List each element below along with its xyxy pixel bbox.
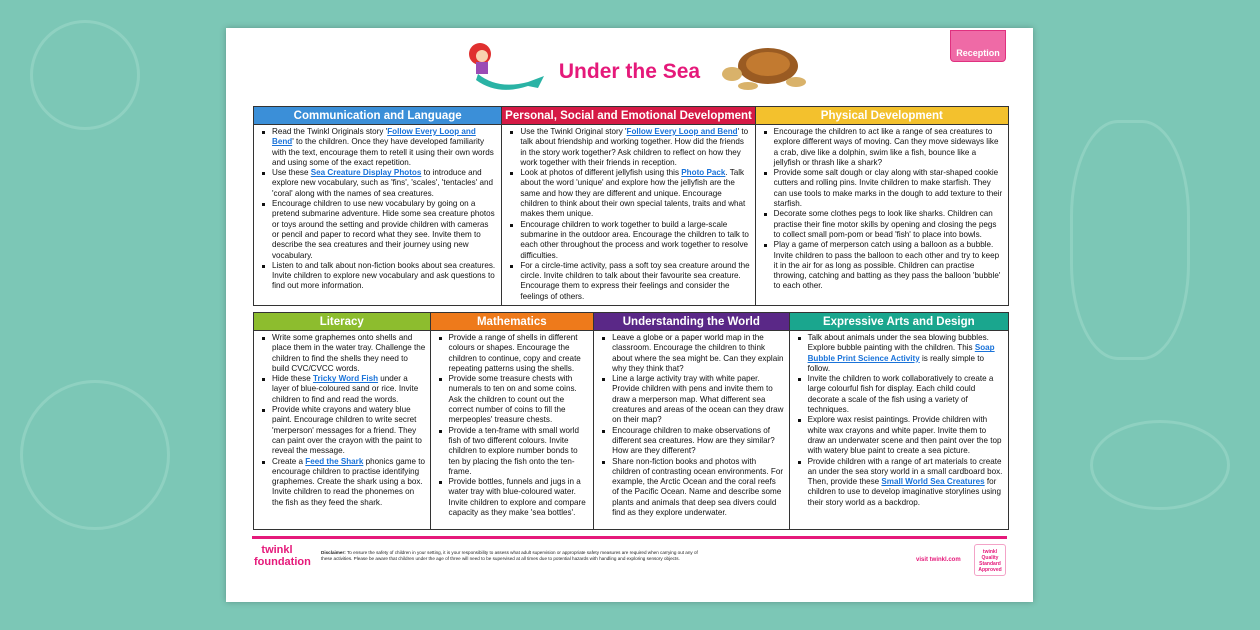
section-header: Personal, Social and Emotional Development — [502, 107, 754, 125]
section-physical — [756, 107, 1008, 305]
section-header: Literacy — [254, 313, 430, 331]
activity-text: Provide children with a range of art materials to create an under the sea story world in a small cardboard box. Then, provide these — [807, 456, 1003, 487]
activity-item — [260, 168, 497, 199]
section-communication — [254, 107, 502, 305]
activity-item — [762, 168, 1004, 209]
activity-text: Read the Twinkl Originals story ' — [272, 127, 388, 136]
twinkl-foundation-logo: twinkl foundation — [254, 544, 311, 568]
activity-item — [762, 127, 1004, 168]
activity-text: Use these — [272, 168, 311, 178]
activity-item — [600, 457, 784, 519]
activity-item — [437, 477, 590, 518]
seahorse-decoration — [1070, 120, 1190, 360]
activity-list — [431, 331, 594, 518]
activity-item — [260, 405, 426, 456]
activity-text: Encourage children to work together to build a large-scale submarine in the outdoor area. Encourage the children to talk to each other throughout the process and work together to resolve difficulties. — [520, 219, 749, 260]
activity-text: Use the Twinkl Original story ' — [520, 127, 627, 136]
top-row — [253, 106, 1009, 306]
disclaimer — [321, 550, 701, 562]
activity-text: Provide a ten-frame with small world fish of two different colours. Invite children to explore number bonds to ten by placing the fish onto the ten-frame. — [448, 425, 579, 476]
activity-item — [796, 374, 1004, 415]
activity-item — [600, 426, 784, 457]
activity-text: Decorate some clothes pegs to look like sharks. Children can practise their fine motor skills by opening and closing the pegs to collect small pom-pom or bead 'fish' to place into bowls. — [773, 209, 997, 239]
activity-text: ' to the children. Once they have developed familiarity with the text, encourage them to retell it using their own words and using some of the exact repetition. — [272, 137, 494, 167]
section-header: Mathematics — [431, 313, 594, 331]
resource-link[interactable]: Follow Every Loop and Bend — [626, 127, 738, 136]
activity-text: Encourage children to make observations of different sea creatures. How are they similar? How are they different? — [612, 425, 775, 456]
activity-text: Look at photos of different jellyfish using this — [520, 168, 682, 178]
activity-item — [508, 261, 750, 302]
activity-item — [508, 168, 750, 219]
activity-item — [508, 220, 750, 261]
resource-link[interactable]: Sea Creature Display Photos — [310, 168, 422, 178]
section-header: Understanding the World — [594, 313, 788, 331]
activity-text: is really simple to follow. — [807, 353, 985, 373]
bottom-row — [253, 312, 1009, 530]
quality-standard-badge: twinkl Quality Standard Approved — [974, 544, 1006, 576]
section-arts — [790, 313, 1008, 529]
activity-item — [508, 127, 750, 168]
activity-item — [600, 333, 784, 374]
activity-item — [762, 209, 1004, 240]
activity-item — [762, 240, 1004, 291]
activity-text: Explore wax resist paintings. Provide children with white wax crayons and white paper. Invite them to draw an underwater scene and then paint over the top with watery blue paint to create a sea picture. — [807, 415, 1002, 456]
activity-text: for children to use to develop imaginative storylines using their story world as a backdrop. — [807, 477, 1002, 507]
activity-text: phonics game to encourage children to practise identifying graphemes. Create the shark using a box. Invite children to read the phonemes on the fish as they feed the shark. — [272, 456, 425, 507]
disclaimer-label: Disclaimer: — [321, 550, 346, 555]
activity-text: Provide some salt dough or clay along with star-shaped cookie cutters and rolling pins. Invite children to make starfish. They can use tools to make marks in the dough to add texture to their starfish. — [773, 168, 1003, 209]
activity-item — [437, 374, 590, 425]
activity-item — [260, 261, 497, 292]
activity-item — [600, 374, 784, 425]
activity-text: Share non-fiction books and photos with children of contrasting ocean environments. For example, the Arctic Ocean and the coral reefs of the Pacific Ocean. Name and describe some plants and animals that deep sea divers could find as they explore underwater. — [612, 456, 784, 518]
section-header: Communication and Language — [254, 107, 501, 125]
disclaimer-text: To ensure the safety of children in your setting, it is your responsibility to assess what adult supervision or appropriate safety measures are required when carrying out any of these activities. Please be aware that children under the age of three will need to be supervised at all times due to potential hazards with handling and exploring sensory objects. — [321, 550, 698, 561]
activity-text: Talk about animals under the sea blowing bubbles. Explore bubble painting with the children. This — [807, 333, 989, 353]
activity-item — [796, 415, 1004, 456]
reception-badge: Reception — [950, 30, 1006, 62]
activity-item — [260, 457, 426, 508]
activity-text: Encourage the children to act like a range of sea creatures to explore different ways of moving. Can they move sideways like a crab, dive like a dolphin, swim like a fish, bounce like a jellyfish or thrash like a shark? — [773, 127, 999, 167]
activity-list — [756, 125, 1008, 292]
activity-text: Line a large activity tray with white paper. Provide children with pens and invite them to draw a merperson map. What different sea creatures and areas of the ocean can they draw on their map? — [612, 374, 784, 425]
section-psed — [502, 107, 755, 305]
activity-text: to introduce and explore new vocabulary, such as 'fins', 'scales', 'tentacles' and 'coral' along with the names of sea creatures. — [272, 168, 494, 198]
activity-item — [260, 374, 426, 405]
section-header: Expressive Arts and Design — [790, 313, 1008, 331]
activity-text: Leave a globe or a paper world map in the classroom. Encourage the children to think about where the sea might be. Can they explain why they think that? — [612, 333, 784, 373]
section-header: Physical Development — [756, 107, 1008, 125]
resource-link[interactable]: Small World Sea Creatures — [881, 477, 985, 487]
resource-link[interactable]: Photo Pack — [681, 168, 726, 178]
activity-text: Write some graphemes onto shells and place them in the water tray. Challenge the children to find the shells they need to build CVC/CVCC words. — [272, 333, 426, 373]
activity-text: . Talk about the word 'unique' and explore how the jellyfish are the same and how they are different and unique. Encourage children to think about their own special talents, traits and what makes them unique. — [520, 168, 746, 219]
activity-text: Provide some treasure chests with numerals to ten on and some coins. Ask the children to count out the correct number of coins to fill the merpeoples' treasure chests. — [448, 374, 577, 425]
turtle-illustration — [718, 42, 814, 92]
activity-text: Play a game of merperson catch using a balloon as a bubble. Invite children to pass the balloon to each other and try to keep it in the air for as long as possible. Children can practise throwing, catching and batting as they pass the balloon 'bubble' to each other. — [773, 240, 1001, 291]
activity-list — [254, 125, 501, 292]
activity-text: under a layer of blue-coloured sand or rice. Invite children to find and read the words. — [272, 374, 419, 404]
resource-link[interactable]: Soap Bubble Print Science Activity — [807, 343, 995, 363]
activity-text: Listen to and talk about non-fiction books about sea creatures. Invite children to explore new vocabulary and ask questions to find out more information. — [272, 260, 496, 291]
section-literacy — [254, 313, 431, 529]
activity-text: Hide these — [272, 374, 313, 384]
starfish-decoration — [30, 20, 140, 130]
activity-sheet — [226, 28, 1033, 602]
activity-list — [254, 331, 430, 508]
resource-link[interactable]: Follow Every Loop and Bend — [272, 127, 476, 147]
activity-list — [502, 125, 754, 302]
section-maths — [431, 313, 595, 529]
activity-item — [437, 333, 590, 374]
activity-text: Invite the children to work collaboratively to create a large colourful fish for display. Each child could decorate a scale of the fish using a variety of techniques. — [807, 374, 994, 415]
activity-text: Provide white crayons and watery blue paint. Encourage children to write secret 'merperson' messages for a friend. They can paint over the crayon with the paint to reveal the message. — [272, 405, 422, 456]
activity-item — [796, 457, 1004, 508]
activity-text: Create a — [272, 456, 306, 466]
section-world — [594, 313, 789, 529]
activity-text: Provide a range of shells in different colours or shapes. Encourage the children to continue, copy and create repeating patterns using the shells. — [448, 333, 581, 373]
activity-item — [796, 333, 1004, 374]
activity-item — [260, 333, 426, 374]
activity-item — [260, 199, 497, 261]
resource-link[interactable]: Tricky Word Fish — [312, 374, 379, 384]
activity-text: Provide bottles, funnels and jugs in a water tray with blue-coloured water. Invite children to explore and compare capacity as they make 'sea bottles'. — [448, 477, 586, 518]
resource-link[interactable]: Feed the Shark — [305, 456, 364, 466]
activity-item — [437, 426, 590, 477]
activity-text: Encourage children to use new vocabulary by going on a pretend submarine adventure. Hide some sea creature photos or toys around the setting and provide children with cameras or pencil and paper to record what they see. Invite them to describe the sea creatures and their journey using new vocabulary. — [272, 199, 495, 260]
fish-decoration — [1090, 420, 1230, 510]
activity-list — [790, 331, 1008, 508]
activity-text: For a circle-time activity, pass a soft toy sea creature around the circle. Invite children to talk about their favourite sea creature. Encourage them to express their feelings and consider the feelings of others. — [520, 260, 750, 301]
visit-link[interactable]: visit twinkl.com — [916, 557, 961, 563]
footer-divider — [252, 536, 1007, 539]
activity-list — [594, 331, 788, 518]
activity-item — [260, 127, 497, 168]
page-title: Under the Sea — [558, 60, 701, 83]
shell-decoration — [20, 380, 170, 530]
activity-text: ' to talk about friendship and working together. How did the friends in the story work together? Ask children to reflect on how they work together with their friends in reception. — [520, 127, 749, 167]
